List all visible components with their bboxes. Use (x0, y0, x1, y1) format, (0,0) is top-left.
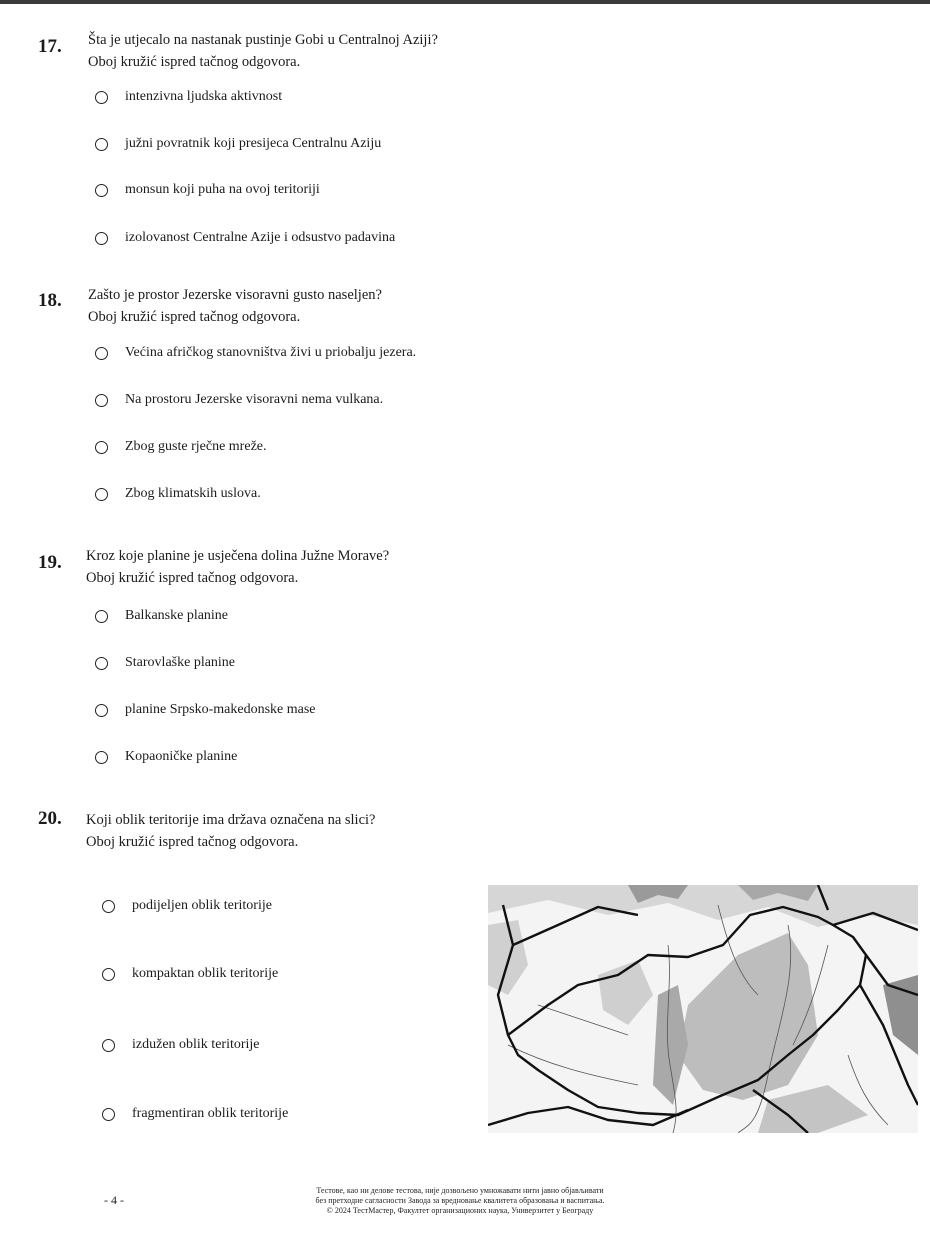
radio-circle-icon[interactable] (95, 91, 108, 104)
question-prompt: Kroz koje planine je usječena dolina Južne Morave? (86, 548, 390, 564)
option-label: fragmentiran oblik teritorije (132, 1106, 289, 1121)
question-prompt: Šta je utjecalo na nastanak pustinje Gobi u Centralnoj Aziji? (88, 32, 438, 48)
radio-circle-icon[interactable] (95, 610, 108, 623)
answer-option[interactable] (102, 1106, 288, 1122)
option-label: monsun koji puha na ovoj teritoriji (125, 182, 320, 197)
answer-option[interactable] (95, 136, 381, 152)
option-label: izolovanost Centralne Azije i odsustvo padavina (125, 230, 396, 245)
answer-option[interactable] (95, 486, 261, 502)
answer-option[interactable] (95, 608, 228, 624)
option-label: intenzivna ljudska aktivnost (125, 89, 283, 104)
answer-option[interactable] (102, 966, 278, 982)
answer-option[interactable] (95, 392, 383, 408)
question-instruction: Oboj kružić ispred tačnog odgovora. (86, 570, 299, 586)
radio-circle-icon[interactable] (102, 1108, 115, 1121)
copyright-notice (230, 1186, 690, 1216)
question-number: 19. (38, 552, 62, 573)
question-instruction: Oboj kružić ispred tačnog odgovora. (88, 309, 301, 325)
answer-option[interactable] (95, 89, 282, 105)
radio-circle-icon[interactable] (95, 232, 108, 245)
radio-circle-icon[interactable] (95, 347, 108, 360)
country-map-image (488, 885, 918, 1133)
copyright-line: Тестове, као ни делове тестова, није дозвољено умножавати нити јавно објављивати (316, 1186, 604, 1195)
question-text (86, 809, 375, 853)
radio-circle-icon[interactable] (95, 184, 108, 197)
radio-circle-icon[interactable] (102, 1039, 115, 1052)
radio-circle-icon[interactable] (95, 488, 108, 501)
question-text (88, 29, 438, 73)
question-prompt: Zašto je prostor Jezerske visoravni gusto naseljen? (88, 287, 382, 303)
option-label: Kopaoničke planine (125, 749, 238, 764)
question-number: 17. (38, 36, 62, 57)
answer-option[interactable] (95, 182, 320, 198)
radio-circle-icon[interactable] (95, 704, 108, 717)
answer-option[interactable] (95, 230, 395, 246)
option-label: podijeljen oblik teritorije (132, 898, 272, 913)
radio-circle-icon[interactable] (95, 751, 108, 764)
option-label: kompaktan oblik teritorije (132, 966, 279, 981)
radio-circle-icon[interactable] (95, 657, 108, 670)
option-label: planine Srpsko-makedonske mase (125, 702, 316, 717)
option-label: Većina afričkog stanovništva živi u priobalju jezera. (125, 345, 417, 360)
option-label: Starovlaške planine (125, 655, 236, 670)
question-instruction: Oboj kružić ispred tačnog odgovora. (88, 54, 301, 70)
option-label: južni povratnik koji presijeca Centralnu Aziju (125, 136, 382, 151)
question-text (86, 545, 389, 589)
top-edge (0, 0, 930, 4)
question-text (88, 284, 382, 328)
question-prompt: Koji oblik teritorije ima država označena na slici? (86, 812, 376, 828)
option-label: Na prostoru Jezerske visoravni nema vulkana. (125, 392, 384, 407)
radio-circle-icon[interactable] (95, 138, 108, 151)
answer-option[interactable] (95, 439, 267, 455)
answer-option[interactable] (95, 702, 316, 718)
answer-option[interactable] (102, 1037, 260, 1053)
page-number: - 4 - (104, 1193, 124, 1207)
question-number: 18. (38, 290, 62, 311)
question-instruction: Oboj kružić ispred tačnog odgovora. (86, 834, 299, 850)
answer-option[interactable] (95, 345, 416, 361)
option-label: Balkanske planine (125, 608, 229, 623)
option-label: izdužen oblik teritorije (132, 1037, 260, 1052)
option-label: Zbog guste rječne mreže. (125, 439, 267, 454)
radio-circle-icon[interactable] (95, 441, 108, 454)
answer-option[interactable] (95, 655, 235, 671)
copyright-line: © 2024 ТестМастер, Факултет организационих наука, Универзитет у Београду (326, 1206, 594, 1215)
answer-option[interactable] (102, 898, 272, 914)
radio-circle-icon[interactable] (102, 900, 115, 913)
radio-circle-icon[interactable] (95, 394, 108, 407)
question-number: 20. (38, 808, 62, 829)
answer-option[interactable] (95, 749, 237, 765)
copyright-line: без претходне сагласности Завода за вредновање квалитета образовања и васпитања. (315, 1196, 605, 1205)
option-label: Zbog klimatskih uslova. (125, 486, 261, 501)
radio-circle-icon[interactable] (102, 968, 115, 981)
